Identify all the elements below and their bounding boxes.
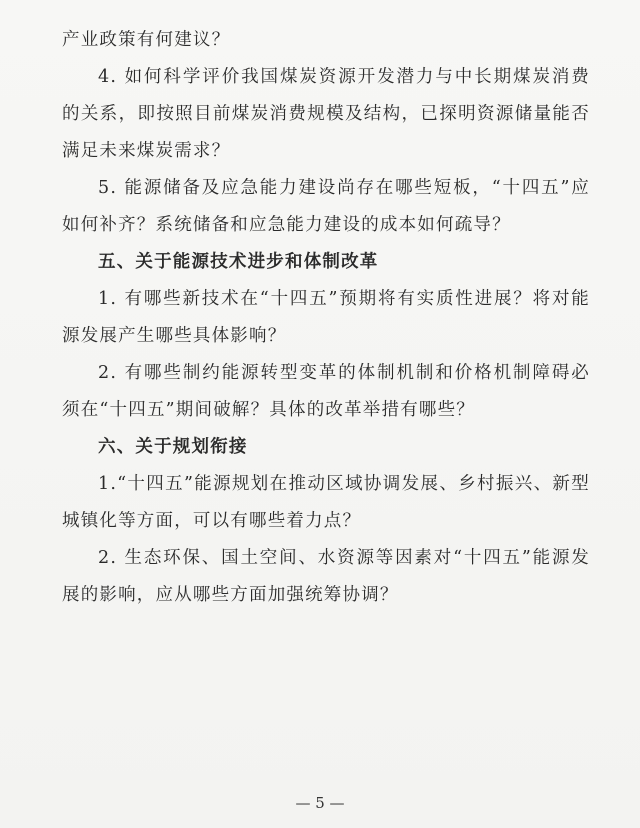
paragraph-tech-1: 1. 有哪些新技术在“十四五”预期将有实质性进展？将对能源发展产生哪些具体影响？ [62,289,590,346]
paragraph-plan-2: 2. 生态环保、国土空间、水资源等因素对“十四五”能源发展的影响，应从哪些方面加强统筹协调？ [62,548,590,605]
paragraph-continuation: 产业政策有何建议？ [62,30,231,50]
paragraph-plan-1: 1.“十四五”能源规划在推动区域协调发展、乡村振兴、新型城镇化等方面，可以有哪些着力点？ [62,474,590,531]
section-heading-6: 六、关于规划衔接 [98,437,248,457]
page-number: — 5 — [295,794,345,812]
paragraph-item-5: 5. 能源储备及应急能力建设尚存在哪些短板，“十四五”应如何补齐？系统储备和应急能力建设的成本如何疏导？ [62,178,590,235]
document-body [62,22,590,614]
paragraph-item-4: 4. 如何科学评价我国煤炭资源开发潜力与中长期煤炭消费的关系，即按照目前煤炭消费规模及结构，已探明资源储量能否满足未来煤炭需求？ [62,67,590,161]
section-heading-5: 五、关于能源技术进步和体制改革 [98,252,379,272]
paragraph-tech-2: 2. 有哪些制约能源转型变革的体制机制和价格机制障碍必须在“十四五”期间破解？具体的改革举措有哪些？ [62,363,590,420]
